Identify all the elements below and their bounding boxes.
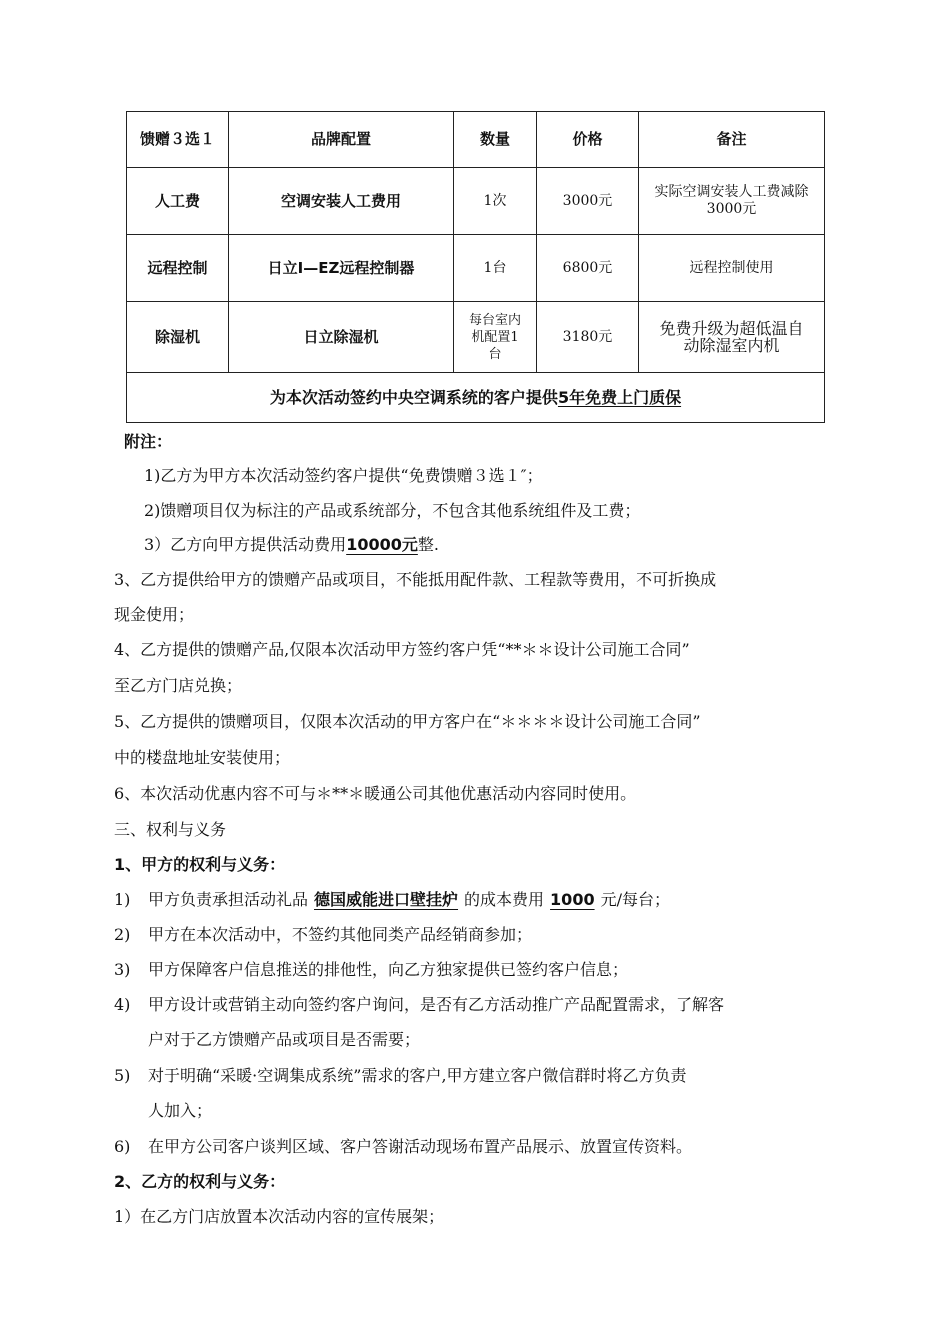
gift-cost: 1000 [550,890,595,909]
clause-4-line-1: 4、乙方提供的馈赠产品,仅限本次活动甲方签约客户凭“**＊＊设计公司施工合同” [114,640,690,659]
clause-5-line-2: 中的楼盘地址安装使用； [114,748,291,767]
table-header-row [127,112,825,168]
warranty-term: 5年免费上门质保 [557,388,682,407]
table-row [127,235,825,302]
item-number: 2) [114,925,131,944]
row-qty: 每台室内机配置1台 [454,302,537,373]
row-item: 人工费 [127,168,229,235]
row-brand: 日立I—EZ远程控制器 [229,235,454,302]
header-cell: 数量 [454,112,537,168]
row-qty: 1台 [454,235,537,302]
table-row [127,168,825,235]
gift-product: 德国威能进口壁挂炉 [314,890,459,909]
clause-3-line-1: 3、乙方提供给甲方的馈赠产品或项目，不能抵用配件款、工程款等费用，不可折换成 [114,570,717,589]
party-a-item-1 [148,890,670,910]
clause-5-line-1: 5、乙方提供的馈赠项目，仅限本次活动的甲方客户在“＊＊＊＊设计公司施工合同” [114,712,701,731]
warranty-prefix: 为本次活动签约中央空调系统的客户提供 [269,388,558,407]
row-brand: 日立除湿机 [229,302,454,373]
item-number: 6) [114,1137,131,1156]
party-a-item-4-line-1: 甲方设计或营销主动向签约客户询问，是否有乙方活动推广产品配置需求，了解客 [148,995,725,1014]
section-3-title: 三、权利与义务 [114,820,227,839]
table-row [127,302,825,373]
row-qty: 1次 [454,168,537,235]
row-note: 实际空调安装人工费减除3000元 [639,168,825,235]
item-number: 4) [114,995,131,1014]
header-cell: 品牌配置 [229,112,454,168]
note-3-suffix: 整. [417,535,439,554]
party-b-title: 2、乙方的权利与义务： [114,1172,286,1191]
clause-3-line-2: 现金使用； [114,605,195,624]
a1-mid: 的成本费用 [464,890,545,909]
row-brand: 空调安装人工费用 [229,168,454,235]
party-a-item-3: 甲方保障客户信息推送的排他性，向乙方独家提供已签约客户信息； [148,960,629,979]
note-2: 2)馈赠项目仅为标注的产品或系统部分，不包含其他系统组件及工费； [144,501,641,520]
note-1: 1)乙方为甲方本次活动签约客户提供“免费馈赠３选１″； [144,466,543,485]
item-number: 3) [114,960,131,979]
party-a-item-6: 在甲方公司客户谈判区域、客户答谢活动现场布置产品展示、放置宣传资料。 [148,1137,693,1156]
note-3-prefix: 3）乙方向甲方提供活动费用 [144,535,347,554]
a1-suffix: 元/每台； [600,890,670,909]
warranty-statement [127,373,825,423]
notes-title: 附注： [124,432,173,451]
row-price: 3000元 [537,168,639,235]
party-a-item-5-line-1: 对于明确“采暖·空调集成系统”需求的客户,甲方建立客户微信群时将乙方负责 [148,1066,687,1085]
header-cell: 价格 [537,112,639,168]
activity-fee-amount: 10000元 [346,535,418,554]
a1-prefix: 甲方负责承担活动礼品 [148,890,309,909]
gift-table [126,111,825,423]
item-number: 5) [114,1066,131,1085]
row-note: 免费升级为超低温自动除湿室内机 [639,302,825,373]
row-price: 6800元 [537,235,639,302]
note-3 [144,535,439,555]
party-a-item-4-line-2: 户对于乙方馈赠产品或项目是否需要； [148,1030,421,1049]
row-note: 远程控制使用 [639,235,825,302]
item-number: 1) [114,890,131,909]
row-item: 除湿机 [127,302,229,373]
clause-6: 6、本次活动优惠内容不可与＊**＊暖通公司其他优惠活动内容同时使用。 [114,784,637,803]
party-a-title: 1、甲方的权利与义务： [114,855,286,874]
party-b-item-1: 1）在乙方门店放置本次活动内容的宣传展架； [114,1207,445,1226]
row-item: 远程控制 [127,235,229,302]
party-a-item-5-line-2: 人加入； [148,1101,213,1120]
party-a-item-2: 甲方在本次活动中，不签约其他同类产品经销商参加； [148,925,533,944]
row-price: 3180元 [537,302,639,373]
header-cell: 馈赠３选１ [127,112,229,168]
table-footer-row [127,373,825,423]
header-cell: 备注 [639,112,825,168]
clause-4-line-2: 至乙方门店兑换； [114,676,243,695]
